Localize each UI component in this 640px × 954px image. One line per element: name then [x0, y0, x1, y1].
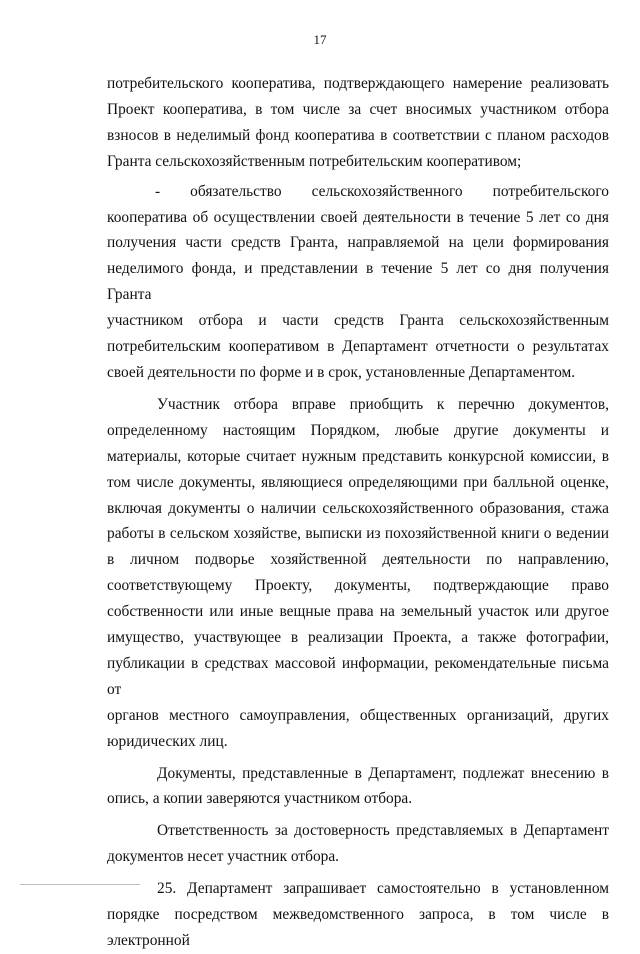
text-line: порядке посредством межведомственного запроса, в том числе в электронной [107, 906, 609, 949]
text-line: опись, а копии заверяются участником отбора. [107, 790, 413, 808]
text-line: работы в сельском хозяйстве, выписки из похозяйственной книги о ведении [107, 525, 609, 543]
paragraph-cooperative-intent [107, 71, 609, 175]
text-line: 25. Департамент запрашивает самостоятельно в установленном [157, 880, 609, 898]
text-line: документов несет участник отбора. [107, 848, 340, 866]
text-line: взносов в неделимый фонд кооператива в соответствии с планом расходов [107, 126, 609, 144]
paragraph-inventory [107, 761, 609, 813]
paragraph-clause-25 [107, 876, 609, 954]
text-line: Проект кооператива, в том числе за счет вносимых участником отбора [107, 100, 609, 118]
text-line: потребительским кооперативом в Департамент отчетности о результатах [107, 338, 609, 356]
text-line: Документы, представленные в Департамент, подлежат внесению в [157, 764, 609, 782]
footer-divider [20, 884, 140, 885]
text-line: том числе документы, являющиеся определяющими при балльной оценке, [107, 473, 609, 491]
text-line: Участник отбора вправе приобщить к перечню документов, [157, 395, 609, 413]
page-number: 17 [313, 32, 327, 47]
text-line: органов местного самоуправления, общественных организаций, других [107, 706, 609, 724]
text-line: неделимого фонда, и представлении в течение 5 лет со дня получения Гранта [107, 260, 609, 304]
text-line: собственности или иные вещные права на земельный участок или другое [107, 603, 609, 621]
text-line: Ответственность за достоверность представляемых в Департамент [157, 822, 609, 840]
text-line: кооператива об осуществлении своей деятельности в течение 5 лет со дня [107, 208, 609, 226]
document-body [107, 71, 609, 954]
text-line: своей деятельности по форме и в срок, установленные Департаментом. [107, 363, 576, 381]
text-line: Гранта сельскохозяйственным потребительским кооперативом; [107, 152, 522, 170]
text-line: получения части средств Гранта, направляемой на цели формирования [107, 234, 609, 252]
paragraph-additional-documents [107, 392, 609, 755]
list-item-obligation [107, 179, 609, 386]
text-line: - обязательство сельскохозяйственного потребительского [155, 182, 609, 200]
paragraph-responsibility [107, 818, 609, 870]
text-line: включая документы о наличии сельскохозяйственного образования, стажа [107, 499, 609, 517]
text-line: соответствующему Проекту, документы, подтверждающие право [107, 577, 609, 595]
text-line: определенному настоящим Порядком, любые другие документы и [107, 421, 609, 439]
text-line: публикации в средствах массовой информации, рекомендательные письма от [107, 654, 609, 698]
text-line: потребительского кооператива, подтверждающего намерение реализовать [107, 75, 609, 92]
text-line: участником отбора и части средств Гранта сельскохозяйственным [107, 312, 609, 330]
text-line: имущество, участвующее в реализации Проекта, а также фотографии, [107, 629, 609, 647]
text-line: в личном подворье хозяйственной деятельности по направлению, [107, 551, 609, 569]
text-line: материалы, которые считает нужным представить конкурсной комиссии, в [107, 447, 609, 465]
text-line: юридических лиц. [107, 732, 228, 750]
